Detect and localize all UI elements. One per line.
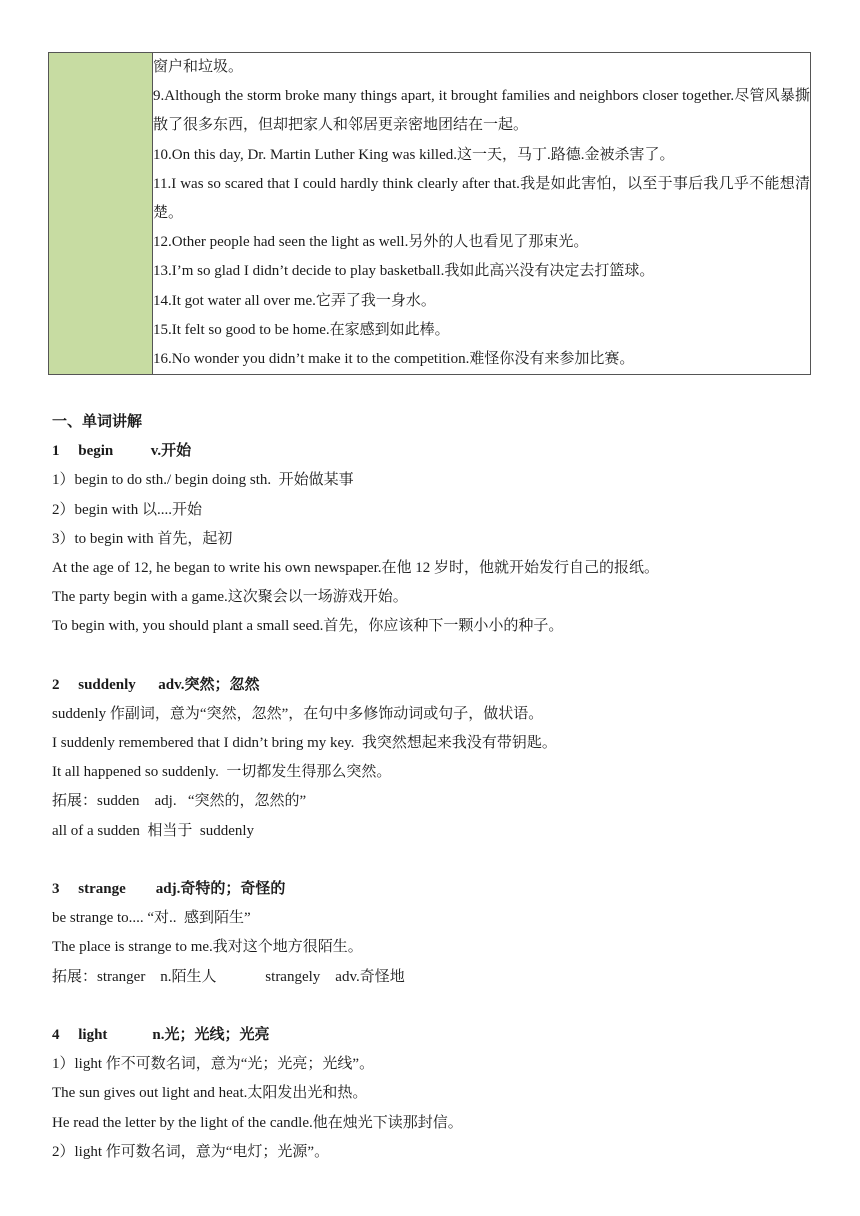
word-note: 1）begin to do sth./ begin doing sth. 开始做某事 (52, 472, 354, 489)
word-example: He read the letter by the light of the candle.他在烛光下读那封信。 (52, 1114, 463, 1131)
sentence-line: 15.It felt so good to be home.在家感到如此棒。 (153, 321, 450, 338)
word-example: The sun gives out light and heat.太阳发出光和热。 (52, 1085, 368, 1102)
spacer (52, 992, 812, 1021)
sentence-table (48, 52, 811, 375)
word-example: To begin with, you should plant a small seed.首先，你应该种下一颗小小的种子。 (52, 618, 564, 635)
word-note: all of a sudden 相当于 suddenly (52, 822, 255, 839)
word-note: 拓展：stranger n.陌生人 strangely adv.奇怪地 (52, 968, 405, 985)
word-heading: 1 begin v.开始 (52, 443, 192, 460)
sentence-line: 11.I was so scared that I could hardly think clearly after that.我是如此害怕，以至于事后我几乎不能想清楚。 (153, 175, 810, 222)
word-note: 2）begin with 以....开始 (52, 501, 202, 518)
word-example: It all happened so suddenly. 一切都发生得那么突然。 (52, 764, 392, 781)
section-title: 一、单词讲解 (52, 414, 143, 430)
table-content-cell (153, 53, 811, 375)
word-note: suddenly 作副词，意为“突然，忽然”，在句中多修饰动词或句子，做状语。 (52, 705, 544, 722)
sentence-line: 窗户和垃圾。 (153, 59, 244, 75)
word-note: 拓展：sudden adj. “突然的，忽然的” (52, 793, 307, 810)
word-note: 2）light 作可数名词，意为“电灯；光源”。 (52, 1143, 330, 1160)
sentence-line: 13.I’m so glad I didn’t decide to play basketball.我如此高兴没有决定去打篮球。 (153, 263, 655, 280)
word-note: 1）light 作不可数名词，意为“光；光亮；光线”。 (52, 1056, 375, 1073)
word-heading: 3 strange adj.奇特的；奇怪的 (52, 881, 286, 897)
word-heading: 4 light n.光；光线；光亮 (52, 1026, 270, 1043)
word-note: be strange to.... “对.. 感到陌生” (52, 910, 251, 927)
sentence-line: 12.Other people had seen the light as well.另外的人也看见了那束光。 (153, 234, 589, 251)
sentence-line: 9.Although the storm broke many things apart, it brought families and neighbors closer together.尽管风暴撕散了很多东西，但却把家人和邻居更亲密地团结在一起。 (153, 88, 810, 134)
vocabulary-section (52, 408, 812, 1167)
sentence-line: 16.No wonder you didn’t make it to the competition.难怪你没有来参加比赛。 (153, 351, 635, 368)
table-label-cell (49, 53, 153, 375)
spacer (52, 642, 812, 671)
word-example: The place is strange to me.我对这个地方很陌生。 (52, 939, 363, 956)
word-example: At the age of 12, he began to write his own newspaper.在他 12 岁时，他就开始发行自己的报纸。 (52, 559, 659, 576)
word-example: The party begin with a game.这次聚会以一场游戏开始。 (52, 589, 408, 606)
spacer (52, 846, 812, 875)
word-heading: 2 suddenly adv.突然；忽然 (52, 676, 260, 693)
table-row (49, 53, 811, 375)
word-example: I suddenly remembered that I didn’t bring my key. 我突然想起来我没有带钥匙。 (52, 735, 557, 752)
sentence-line: 14.It got water all over me.它弄了我一身水。 (153, 292, 436, 309)
sentence-line: 10.On this day, Dr. Martin Luther King was killed.这一天，马丁.路德.金被杀害了。 (153, 146, 675, 163)
word-note: 3）to begin with 首先，起初 (52, 530, 233, 547)
